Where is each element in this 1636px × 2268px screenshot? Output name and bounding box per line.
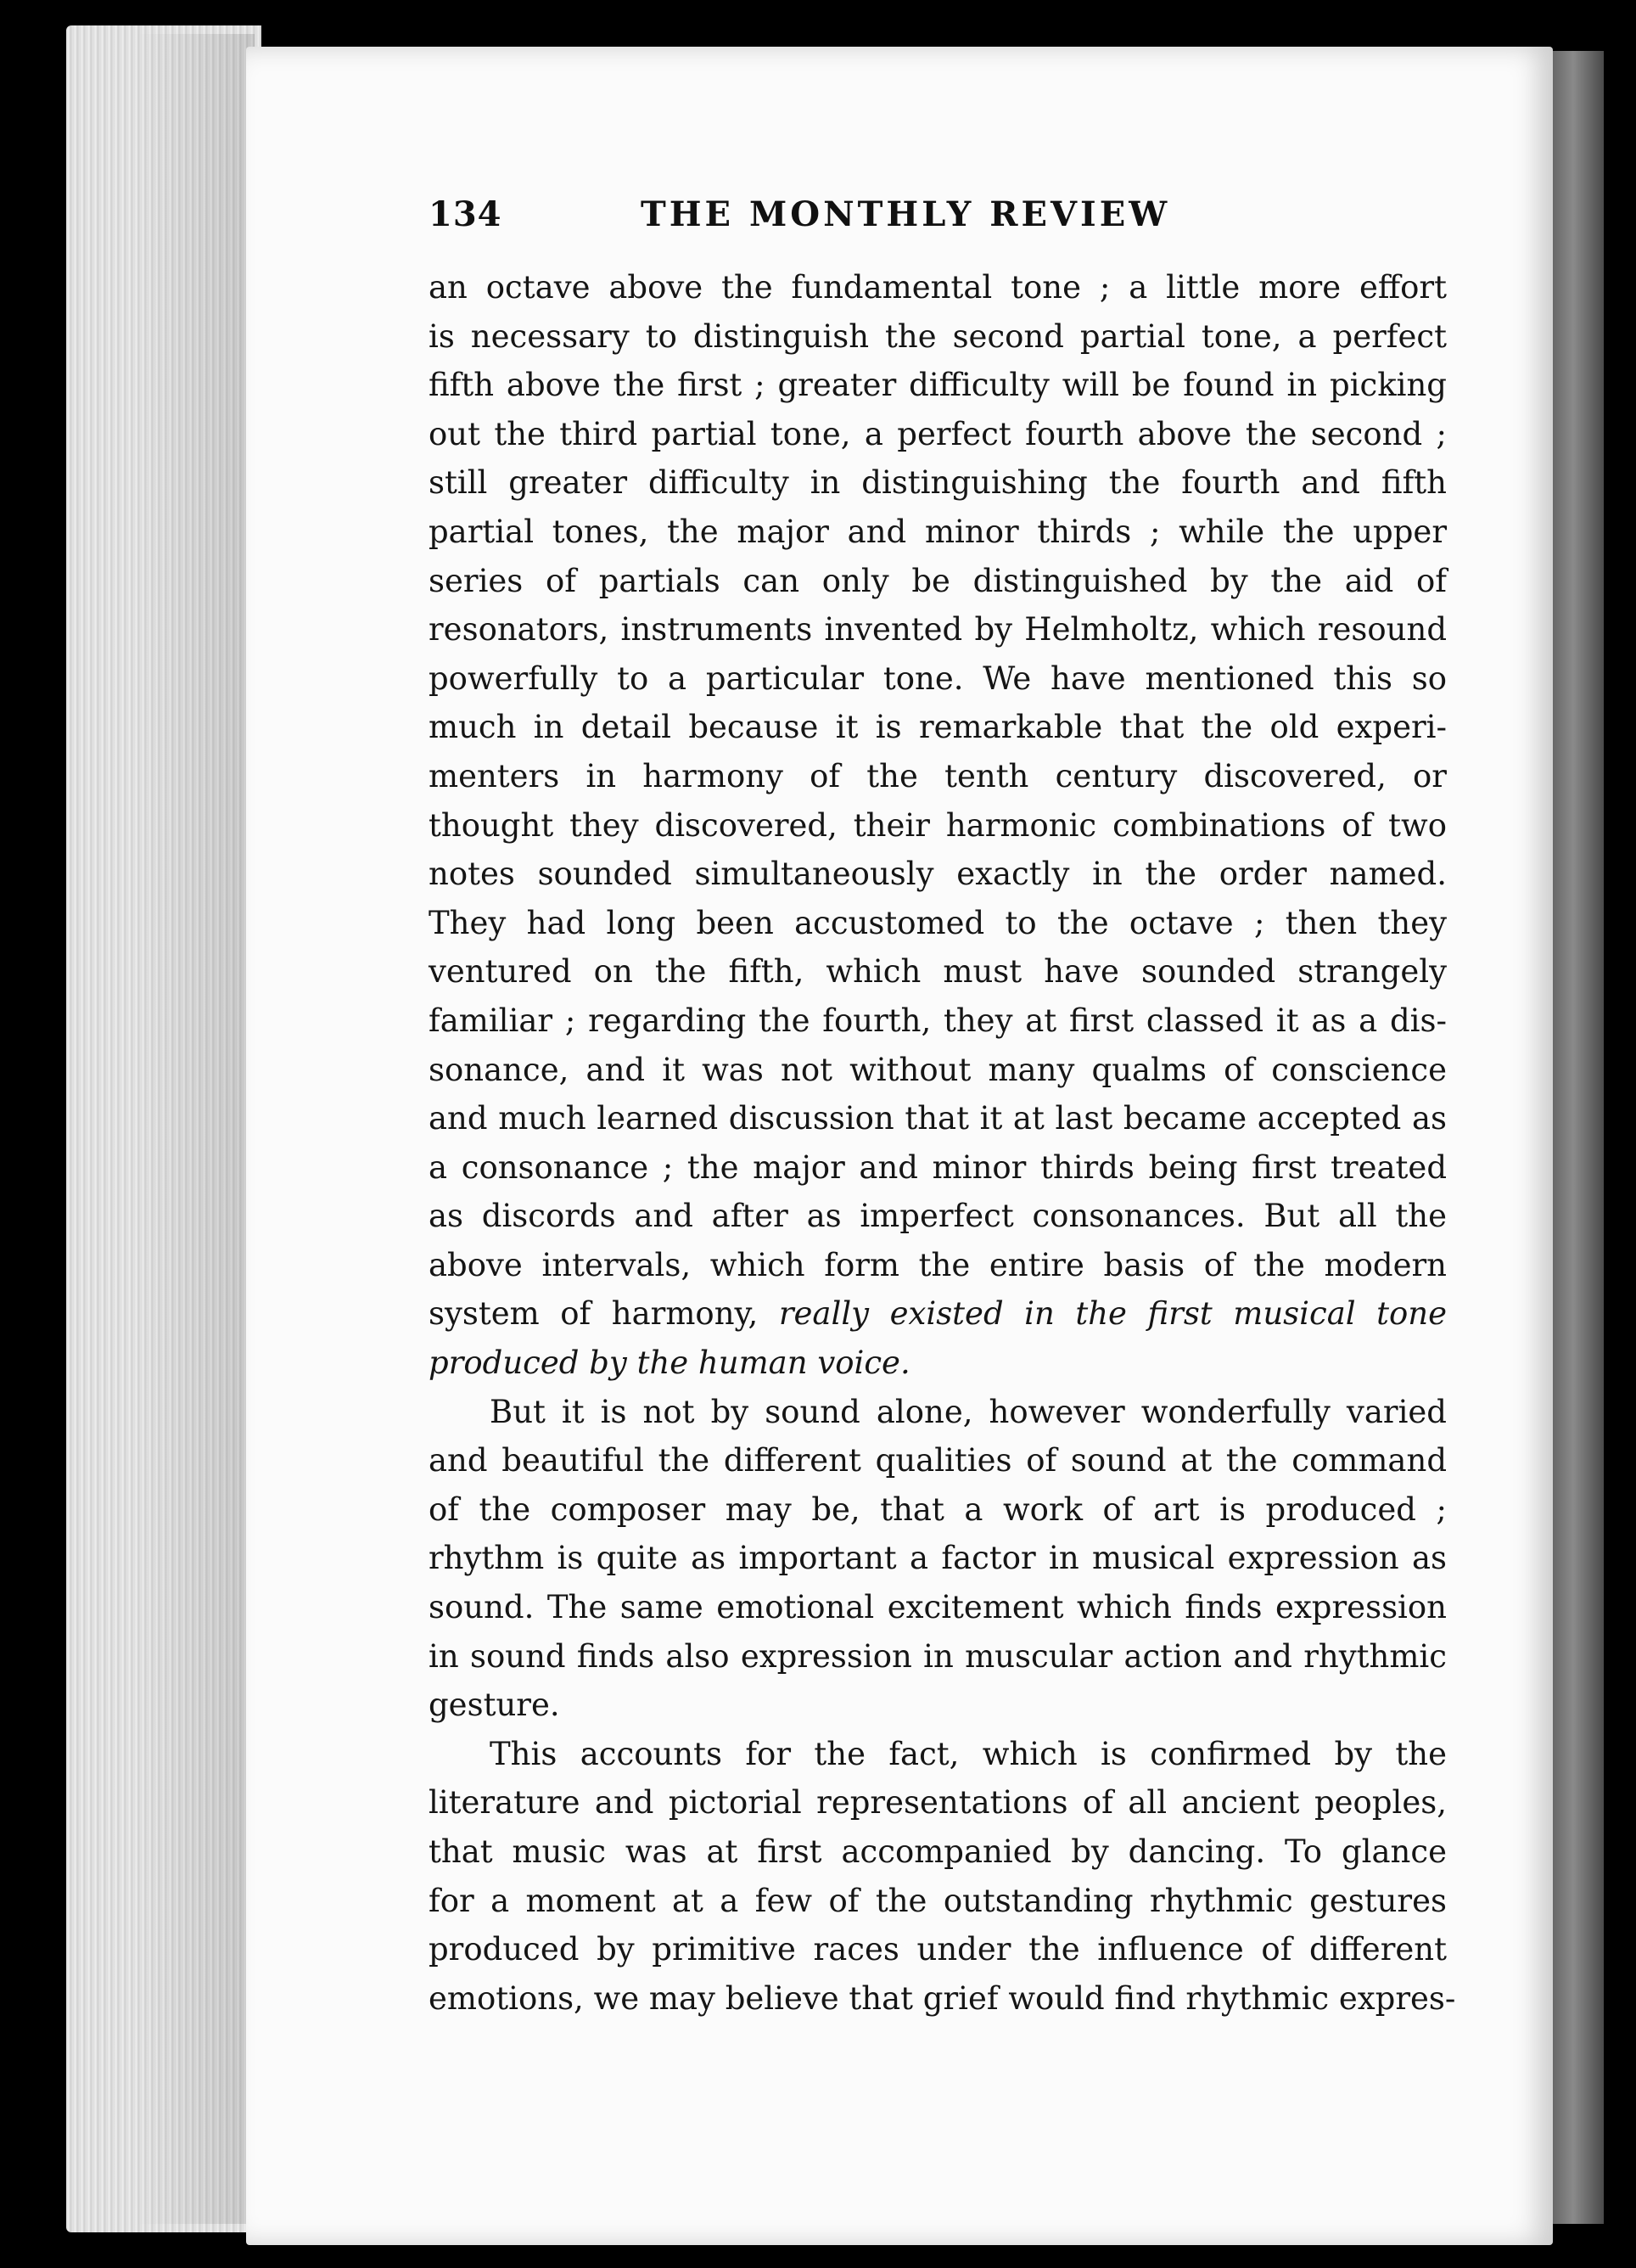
text-line: as discords and after as imperfect consonances. But all the <box>429 1198 1447 1235</box>
paragraph-2-line: gesture. <box>429 1687 560 1724</box>
italic-emphasis-line: produced by the human voice. <box>429 1345 910 1382</box>
paragraph-2-line: and beautiful the different qualities of sound at the command <box>429 1442 1447 1479</box>
text-line: a consonance ; the major and minor thirds being first treated <box>429 1148 1447 1186</box>
paragraph-2-line: sound. The same emotional excitement which finds expression <box>429 1589 1447 1626</box>
text-line: and much learned discussion that it at last became accepted as <box>429 1100 1447 1137</box>
text-line: partial tones, the major and minor thirds ; while the upper <box>429 513 1447 550</box>
page-edges-shadow <box>136 34 255 2224</box>
page-number: 134 <box>429 194 502 234</box>
text-line: familiar ; regarding the fourth, they at first classed it as a dis- <box>429 1002 1447 1039</box>
text-line: They had long been accustomed to the octave ; then they <box>429 904 1447 941</box>
text-line: fifth above the first ; greater difficulty will be found in picking <box>429 367 1447 404</box>
text-line: powerfully to a particular tone. We have mentioned this so <box>429 660 1447 697</box>
paragraph-3-line: that music was at first accompanied by dancing. To glance <box>429 1833 1447 1870</box>
text-line: sonance, and it was not without many qualms of conscience <box>429 1051 1447 1088</box>
journal-title: THE MONTHLY REVIEW <box>641 194 1171 234</box>
paragraph-3-line: emotions, we may believe that grief would find rhythmic expres- <box>429 1979 1456 2017</box>
text-line: menters in harmony of the tenth century discovered, or <box>429 757 1447 794</box>
text-line-mixed <box>429 1289 1447 1339</box>
paragraph-3-line: literature and pictorial representations of all ancient peoples, <box>429 1784 1447 1822</box>
text-line: above intervals, which form the entire basis of the modern <box>429 1246 1447 1283</box>
paragraph-3-line: This accounts for the fact, which is confirmed by the <box>490 1735 1447 1772</box>
text-line: much in detail because it is remarkable that the old experi- <box>429 709 1447 746</box>
text-line: an octave above the fundamental tone ; a little more effort <box>429 269 1447 306</box>
paragraph-3-line: produced by primitive races under the influence of different <box>429 1931 1447 1968</box>
text-line: ventured on the fifth, which must have sounded strangely <box>429 953 1447 991</box>
text-line: thought they discovered, their harmonic combinations of two <box>429 806 1447 844</box>
roman-text: system of harmony, <box>429 1295 759 1333</box>
paragraph-3-line: for a moment at a few of the outstanding rhythmic gestures <box>429 1882 1447 1919</box>
text-line: still greater difficulty in distinguishing the fourth and fifth <box>429 464 1447 502</box>
text-line: resonators, instruments invented by Helmholtz, which resound <box>429 611 1447 648</box>
text-line: notes sounded simultaneously exactly in the order named. <box>429 856 1447 893</box>
paragraph-2-line: in sound finds also expression in muscular action and rhythmic <box>429 1637 1447 1675</box>
text-line: is necessary to distinguish the second partial tone, a perfect <box>429 317 1447 355</box>
running-head <box>429 191 1209 250</box>
text-line: series of partials can only be distinguished by the aid of <box>429 562 1447 599</box>
body-text <box>429 263 1456 2023</box>
text-line: out the third partial tone, a perfect fourth above the second ; <box>429 415 1447 452</box>
italic-emphasis: really existed in the first musical tone <box>778 1295 1448 1333</box>
paragraph-2-line: But it is not by sound alone, however wonderfully varied <box>490 1393 1447 1430</box>
paragraph-2-line: rhythm is quite as important a factor in musical expression as <box>429 1540 1447 1577</box>
paragraph-2-line: of the composer may be, that a work of art is produced ; <box>429 1490 1447 1528</box>
